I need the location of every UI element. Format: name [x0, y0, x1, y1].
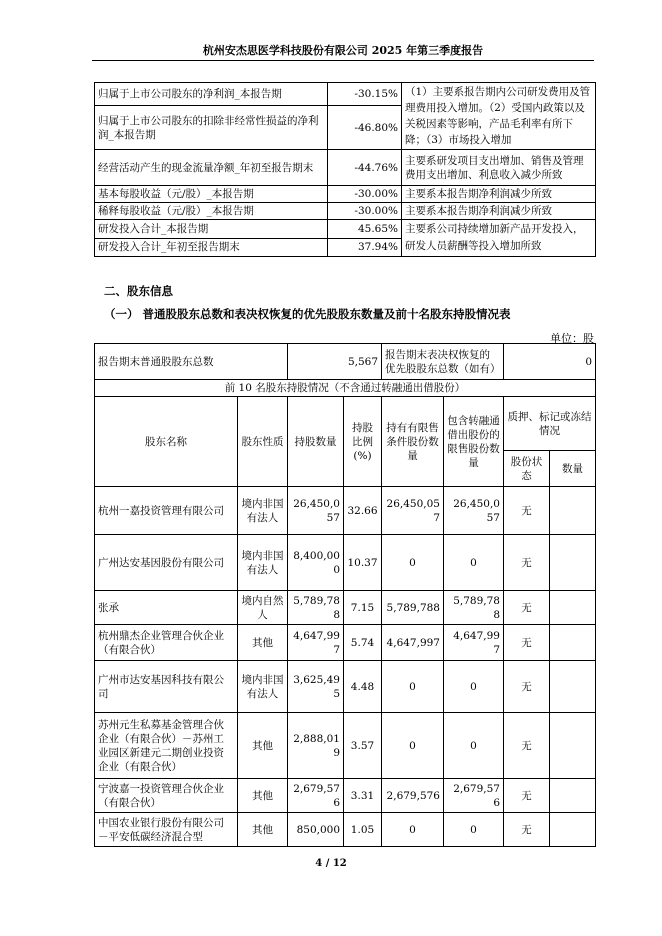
col-pledge-status: 股份状态 — [504, 451, 550, 487]
pledge-qty — [550, 661, 596, 713]
shareholder-ratio: 3.57 — [344, 713, 382, 779]
shareholder-lending: 0 — [444, 661, 504, 713]
table-row — [95, 203, 596, 220]
shareholder-ratio: 5.74 — [344, 625, 382, 661]
shareholder-restricted: 0 — [382, 661, 444, 713]
shareholder-nature: 其他 — [238, 625, 288, 661]
shareholder-name: 广州达安基因股份有限公司 — [95, 535, 238, 591]
shareholder-nature: 境内自然人 — [238, 591, 288, 625]
shareholder-lending: 0 — [444, 813, 504, 847]
shareholder-lending: 0 — [444, 535, 504, 591]
preferred-holders-value: 0 — [504, 344, 596, 380]
shareholder-nature: 其他 — [238, 813, 288, 847]
col-ratio: 持股比例(%) — [344, 397, 382, 487]
indicator-change: 45.65% — [328, 220, 402, 239]
indicator-item: 研发投入合计_本报告期 — [95, 220, 328, 239]
shareholder-ratio: 32.66 — [344, 487, 382, 535]
header-row — [95, 397, 596, 451]
pledge-status: 无 — [504, 535, 550, 591]
pledge-qty — [550, 591, 596, 625]
pledge-status: 无 — [504, 487, 550, 535]
table-row — [95, 220, 596, 239]
shareholder-ratio: 1.05 — [344, 813, 382, 847]
indicator-change: -46.80% — [328, 106, 402, 150]
page-number: 4 / 12 — [315, 858, 347, 869]
table-row — [95, 661, 596, 713]
top10-title-row — [95, 380, 596, 397]
shareholder-name: 杭州鼎杰企业管理合伙企业（有限合伙） — [95, 625, 238, 661]
shareholder-shares: 850,000 — [288, 813, 344, 847]
shareholder-table — [94, 343, 596, 847]
shareholder-name: 中国农业银行股份有限公司－平安低碳经济混合型 — [95, 813, 238, 847]
table-row — [95, 83, 596, 106]
indicator-reason: （1）主要系报告期内公司研发费用及管理费用投入增加。（2）受国内政策以及关税因素等影响，产品毛利率有所下降；（3）市场投入增加 — [402, 83, 596, 150]
summary-row — [95, 344, 596, 380]
indicator-reason: 主要系研发项目支出增加、销售及管理费用支出增加、利息收入减少所致 — [402, 150, 596, 186]
pledge-status: 无 — [504, 813, 550, 847]
subsection-heading: （一） 普通股股东总数和表决权恢复的优先股股东数量及前十名股东持股情况表 — [104, 307, 511, 321]
common-holders-value: 5,567 — [288, 344, 382, 380]
pledge-status: 无 — [504, 625, 550, 661]
table-row — [95, 813, 596, 847]
pledge-status: 无 — [504, 661, 550, 713]
shareholder-ratio: 7.15 — [344, 591, 382, 625]
preferred-holders-label: 报告期末表决权恢复的优先股股东总数（如有） — [382, 344, 504, 380]
shareholder-shares: 3,625,495 — [288, 661, 344, 713]
indicator-reason: 主要系本报告期净利润减少所致 — [402, 186, 596, 203]
shareholder-name: 张承 — [95, 591, 238, 625]
col-restricted: 持有有限售条件股份数量 — [382, 397, 444, 487]
shareholder-shares: 26,450,057 — [288, 487, 344, 535]
shareholder-restricted: 0 — [382, 535, 444, 591]
table-row — [95, 779, 596, 813]
shareholder-lending: 0 — [444, 713, 504, 779]
table-row — [95, 713, 596, 779]
table-row — [95, 150, 596, 186]
shareholder-name: 宁波嘉一投资管理合伙企业（有限合伙） — [95, 779, 238, 813]
col-pledge-qty: 数量 — [550, 451, 596, 487]
shareholder-restricted: 5,789,788 — [382, 591, 444, 625]
table-row — [95, 625, 596, 661]
shareholder-name: 广州市达安基因科技有限公司 — [95, 661, 238, 713]
pledge-qty — [550, 487, 596, 535]
shareholder-nature: 其他 — [238, 713, 288, 779]
top10-title: 前 10 名股东持股情况（不含通过转融通出借股份） — [95, 380, 596, 397]
shareholder-ratio: 10.37 — [344, 535, 382, 591]
shareholder-name: 苏州元生私募基金管理合伙企业（有限合伙）－苏州工业园区新建元二期创业投资企业（有限合伙） — [95, 713, 238, 779]
shareholder-nature: 其他 — [238, 779, 288, 813]
shareholder-shares: 4,647,997 — [288, 625, 344, 661]
pledge-status: 无 — [504, 779, 550, 813]
indicator-reason: 主要系公司持续增加新产品开发投入，研发人员薪酬等投入增加所致 — [402, 220, 596, 257]
indicator-change: -30.00% — [328, 186, 402, 203]
indicator-item: 归属于上市公司股东的净利润_本报告期 — [95, 83, 328, 106]
shareholder-nature: 境内非国有法人 — [238, 661, 288, 713]
header-divider — [92, 60, 594, 61]
indicator-change-table — [94, 82, 596, 257]
pledge-status: 无 — [504, 713, 550, 779]
col-shares: 持股数量 — [288, 397, 344, 487]
shareholder-nature: 境内非国有法人 — [238, 535, 288, 591]
table-row — [95, 535, 596, 591]
pledge-qty — [550, 535, 596, 591]
col-nature: 股东性质 — [238, 397, 288, 487]
section-heading: 二、股东信息 — [104, 284, 173, 298]
shareholder-restricted: 26,450,057 — [382, 487, 444, 535]
pledge-qty — [550, 779, 596, 813]
indicator-item: 研发投入合计_年初至报告期末 — [95, 238, 328, 257]
pledge-qty — [550, 713, 596, 779]
indicator-item: 稀释每股收益（元/股）_本报告期 — [95, 203, 328, 220]
shareholder-shares: 5,789,788 — [288, 591, 344, 625]
indicator-change: -44.76% — [328, 150, 402, 186]
indicator-item: 基本每股收益（元/股）_本报告期 — [95, 186, 328, 203]
unit-label: 单位：股 — [550, 332, 594, 345]
common-holders-label: 报告期末普通股股东总数 — [95, 344, 288, 380]
shareholder-restricted: 2,679,576 — [382, 779, 444, 813]
table-row — [95, 186, 596, 203]
shareholder-nature: 境内非国有法人 — [238, 487, 288, 535]
shareholder-shares: 8,400,000 — [288, 535, 344, 591]
pledge-qty — [550, 813, 596, 847]
indicator-change: -30.00% — [328, 203, 402, 220]
pledge-status: 无 — [504, 591, 550, 625]
indicator-item: 经营活动产生的现金流量净额_年初至报告期末 — [95, 150, 328, 186]
table-row — [95, 591, 596, 625]
shareholder-restricted: 0 — [382, 713, 444, 779]
col-pledge: 质押、标记或冻结情况 — [504, 397, 596, 451]
col-lending: 包含转融通借出股份的限售股份数量 — [444, 397, 504, 487]
shareholder-lending: 2,679,576 — [444, 779, 504, 813]
shareholder-shares: 2,679,576 — [288, 779, 344, 813]
pledge-qty — [550, 625, 596, 661]
indicator-item: 归属于上市公司股东的扣除非经常性损益的净利润_本报告期 — [95, 106, 328, 150]
shareholder-lending: 26,450,057 — [444, 487, 504, 535]
shareholder-ratio: 3.31 — [344, 779, 382, 813]
table-row — [95, 487, 596, 535]
shareholder-name: 杭州一嘉投资管理有限公司 — [95, 487, 238, 535]
shareholder-restricted: 4,647,997 — [382, 625, 444, 661]
shareholder-ratio: 4.48 — [344, 661, 382, 713]
shareholder-restricted: 0 — [382, 813, 444, 847]
indicator-change: -30.15% — [328, 83, 402, 106]
col-name: 股东名称 — [95, 397, 238, 487]
shareholder-lending: 5,789,788 — [444, 591, 504, 625]
shareholder-shares: 2,888,019 — [288, 713, 344, 779]
shareholder-lending: 4,647,997 — [444, 625, 504, 661]
indicator-reason: 主要系本报告期净利润减少所致 — [402, 203, 596, 220]
indicator-change: 37.94% — [328, 238, 402, 257]
page-header: 杭州安杰思医学科技股份有限公司 2025 年第三季度报告 — [202, 44, 484, 57]
